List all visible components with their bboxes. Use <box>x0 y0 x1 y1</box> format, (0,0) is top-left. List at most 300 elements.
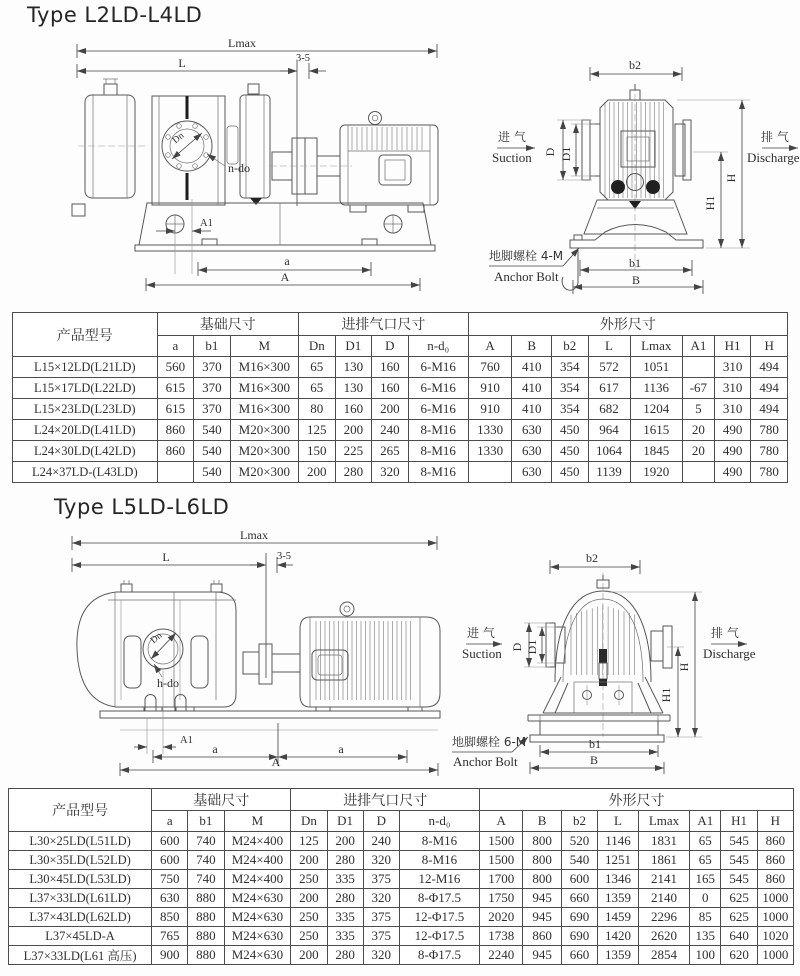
value-cell: 85 <box>690 908 721 927</box>
value-cell: 2020 <box>480 908 523 927</box>
value-cell: 765 <box>152 927 188 946</box>
value-cell: 600 <box>152 851 188 870</box>
dim-label-dn: Dn <box>149 630 165 647</box>
value-cell: M20×300 <box>230 462 298 483</box>
value-cell: 125 <box>299 420 336 441</box>
value-cell: 540 <box>194 441 231 462</box>
model-cell: L37×43LD(L62LD) <box>9 908 152 927</box>
value-cell: 12-Φ17.5 <box>399 927 479 946</box>
dim-label-d: D <box>543 147 557 157</box>
value-cell: M24×630 <box>224 927 291 946</box>
value-cell: 6-M16 <box>408 399 468 420</box>
value-cell: 0 <box>690 889 721 908</box>
value-cell: 335 <box>327 908 363 927</box>
suction-label-en: Suction <box>492 150 532 165</box>
value-cell: 1500 <box>480 832 523 851</box>
value-cell: 200 <box>335 420 372 441</box>
value-cell: 280 <box>327 946 363 965</box>
spec-table <box>8 788 794 965</box>
l5ld-l6ld-side-view-drawing <box>58 528 468 785</box>
dim-label-lmax: Lmax <box>228 36 256 50</box>
column-header: M <box>224 811 291 832</box>
value-cell: 320 <box>363 946 399 965</box>
value-cell: 1615 <box>630 420 682 441</box>
value-cell: 880 <box>188 946 224 965</box>
header-row-groups <box>13 313 788 336</box>
column-header: A1 <box>682 336 714 357</box>
value-cell: 370 <box>194 378 231 399</box>
column-header: B <box>523 811 562 832</box>
value-cell: 310 <box>714 378 751 399</box>
value-cell: 265 <box>372 441 409 462</box>
value-cell: 490 <box>714 462 751 483</box>
motor-outline <box>340 112 438 213</box>
value-cell: 750 <box>152 870 188 889</box>
column-header: A <box>480 811 523 832</box>
column-header: A <box>468 336 512 357</box>
value-cell: 860 <box>757 870 793 889</box>
column-header-model: 产品型号 <box>9 789 152 832</box>
anchor-bolt-label-cn: 地脚螺栓 4-M <box>489 249 564 263</box>
column-header: D1 <box>335 336 372 357</box>
value-cell: 100 <box>690 946 721 965</box>
value-cell: 1831 <box>638 832 689 851</box>
value-cell: 165 <box>690 870 721 889</box>
anchor-bolt-label-en: Anchor Bolt <box>494 269 559 284</box>
value-cell: 370 <box>194 399 231 420</box>
value-cell: 6-M16 <box>408 378 468 399</box>
value-cell: 572 <box>588 357 630 378</box>
dim-label-l: L <box>178 56 186 70</box>
value-cell: 135 <box>690 927 721 946</box>
value-cell: 494 <box>751 378 788 399</box>
dim-label-h: H <box>677 662 691 672</box>
value-cell: 8-Φ17.5 <box>399 946 479 965</box>
value-cell: 545 <box>721 870 757 889</box>
value-cell: 1861 <box>638 851 689 870</box>
blower-machine-outline <box>72 79 352 216</box>
column-header: H1 <box>714 336 751 357</box>
value-cell: 560 <box>157 357 194 378</box>
value-cell <box>157 462 194 483</box>
dim-label-lmax: Lmax <box>240 528 268 542</box>
anchor-bolt-label-en: Anchor Bolt <box>453 754 518 769</box>
value-cell: 240 <box>372 420 409 441</box>
column-header: A1 <box>690 811 721 832</box>
column-header: Dn <box>291 811 327 832</box>
value-cell: 545 <box>721 851 757 870</box>
dimension-lines <box>72 536 437 678</box>
value-cell: 540 <box>194 420 231 441</box>
value-cell: 2240 <box>480 946 523 965</box>
value-cell: 1459 <box>598 908 639 927</box>
model-cell: L37×33LD(L61 高压) <box>9 946 152 965</box>
value-cell: 860 <box>757 832 793 851</box>
value-cell: 1251 <box>598 851 639 870</box>
dim-label-capital-a: A <box>271 755 281 769</box>
value-cell: 615 <box>157 378 194 399</box>
column-group-header: 外形尺寸 <box>468 313 787 336</box>
value-cell: -67 <box>682 378 714 399</box>
value-cell: 1020 <box>757 927 793 946</box>
model-cell: L37×33LD(L61LD) <box>9 889 152 908</box>
value-cell: 2854 <box>638 946 689 965</box>
column-header: H1 <box>721 811 757 832</box>
column-group-header: 基础尺寸 <box>152 789 291 811</box>
dim-label-gap: 3-5 <box>296 53 310 64</box>
value-cell: 660 <box>561 946 597 965</box>
l2ld-l4ld-end-view-drawing <box>445 38 800 308</box>
value-cell: 945 <box>523 908 562 927</box>
value-cell: 630 <box>512 462 552 483</box>
table-row <box>13 462 788 483</box>
dim-label-gap: 3-5 <box>277 551 291 562</box>
value-cell: 740 <box>188 832 224 851</box>
value-cell: 160 <box>372 357 409 378</box>
table-row <box>13 441 788 462</box>
dim-label-h: H <box>724 173 738 183</box>
value-cell: 1359 <box>598 946 639 965</box>
value-cell: M20×300 <box>230 420 298 441</box>
value-cell: M24×630 <box>224 889 291 908</box>
value-cell: 160 <box>335 399 372 420</box>
value-cell: 800 <box>523 832 562 851</box>
table-row <box>13 357 788 378</box>
value-cell <box>468 462 512 483</box>
dim-label-a: a <box>284 254 290 268</box>
dim-label-capital-a: A <box>280 270 290 284</box>
value-cell: 280 <box>327 851 363 870</box>
value-cell: 800 <box>523 851 562 870</box>
value-cell: 200 <box>372 399 409 420</box>
table-row <box>9 870 794 889</box>
value-cell: 880 <box>188 908 224 927</box>
base-rail-outline <box>100 695 440 731</box>
model-cell: L24×37LD-(L43LD) <box>13 462 158 483</box>
value-cell: 1204 <box>630 399 682 420</box>
column-header: D <box>363 811 399 832</box>
value-cell: 690 <box>561 908 597 927</box>
value-cell: 310 <box>714 399 751 420</box>
column-header: b2 <box>552 336 589 357</box>
column-header-model: 产品型号 <box>13 313 158 357</box>
table-row <box>9 927 794 946</box>
value-cell: 2296 <box>638 908 689 927</box>
value-cell: 860 <box>157 420 194 441</box>
value-cell: 520 <box>561 832 597 851</box>
dim-label-capital-b: B <box>631 273 641 287</box>
value-cell: 1330 <box>468 441 512 462</box>
value-cell: 1330 <box>468 420 512 441</box>
value-cell: 410 <box>512 378 552 399</box>
model-cell: L24×20LD(L41LD) <box>13 420 158 441</box>
column-header: M <box>230 336 298 357</box>
value-cell: 450 <box>552 462 589 483</box>
value-cell: 945 <box>523 889 562 908</box>
value-cell: 780 <box>751 462 788 483</box>
value-cell: 1738 <box>480 927 523 946</box>
value-cell: 945 <box>523 946 562 965</box>
table-row <box>9 832 794 851</box>
header-row-groups <box>9 789 794 811</box>
value-cell: 540 <box>194 462 231 483</box>
value-cell: 200 <box>327 832 363 851</box>
model-cell: L15×17LD(L22LD) <box>13 378 158 399</box>
value-cell: 1000 <box>757 908 793 927</box>
value-cell: 160 <box>372 378 409 399</box>
blower-machine-outline <box>77 580 300 711</box>
value-cell: 8-M16 <box>408 420 468 441</box>
dim-label-l: L <box>162 550 170 564</box>
dim-label-d1: D1 <box>559 146 573 162</box>
value-cell: 600 <box>152 832 188 851</box>
value-cell: 1136 <box>630 378 682 399</box>
value-cell: M20×300 <box>230 441 298 462</box>
base-frame-outline <box>135 203 435 251</box>
value-cell: 130 <box>335 357 372 378</box>
value-cell: 490 <box>714 420 751 441</box>
dimension-lines-right <box>489 100 798 294</box>
value-cell: M16×300 <box>230 378 298 399</box>
value-cell: 200 <box>299 462 336 483</box>
page-title-type-l5ld-l6ld: Type L5LD-L6LD <box>54 495 230 519</box>
spec-table-l5ld-l6ld <box>8 788 794 965</box>
value-cell: 625 <box>721 908 757 927</box>
value-cell: 375 <box>363 908 399 927</box>
table-row <box>13 399 788 420</box>
column-header: H <box>751 336 788 357</box>
column-header: n-d₀ <box>408 336 468 357</box>
model-cell: L30×35LD(L52LD) <box>9 851 152 870</box>
value-cell: 280 <box>327 889 363 908</box>
spec-table-l2ld-l4ld <box>12 312 788 483</box>
value-cell: 200 <box>291 851 327 870</box>
dim-label-h1: H1 <box>659 687 673 703</box>
value-cell: 1920 <box>630 462 682 483</box>
value-cell: 65 <box>299 357 336 378</box>
value-cell: 65 <box>299 378 336 399</box>
column-header: B <box>512 336 552 357</box>
value-cell: 335 <box>327 927 363 946</box>
value-cell: M24×630 <box>224 946 291 965</box>
value-cell: 375 <box>363 927 399 946</box>
value-cell: M24×400 <box>224 851 291 870</box>
value-cell: 780 <box>751 420 788 441</box>
value-cell: 12-M16 <box>399 870 479 889</box>
suction-label-en: Suction <box>462 646 502 661</box>
value-cell: 8-Φ17.5 <box>399 889 479 908</box>
column-header: Lmax <box>638 811 689 832</box>
column-header: a <box>157 336 194 357</box>
model-cell: L24×30LD(L42LD) <box>13 441 158 462</box>
value-cell: 250 <box>291 870 327 889</box>
table-row <box>13 420 788 441</box>
value-cell: 450 <box>552 441 589 462</box>
value-cell: 1346 <box>598 870 639 889</box>
dim-label-h1: H1 <box>703 195 717 211</box>
column-header: n-d₀ <box>399 811 479 832</box>
dim-label-b1: b1 <box>629 256 641 270</box>
value-cell: 860 <box>523 927 562 946</box>
column-header: D <box>372 336 409 357</box>
value-cell: 150 <box>299 441 336 462</box>
model-cell: L15×12LD(L21LD) <box>13 357 158 378</box>
column-header: L <box>588 336 630 357</box>
suction-label-cn: 进 气 <box>467 626 495 640</box>
l5ld-l6ld-end-view-drawing <box>440 525 800 785</box>
value-cell: 617 <box>588 378 630 399</box>
value-cell: M16×300 <box>230 399 298 420</box>
value-cell: 320 <box>363 889 399 908</box>
value-cell: 2140 <box>638 889 689 908</box>
value-cell: 880 <box>188 889 224 908</box>
value-cell: 740 <box>188 851 224 870</box>
value-cell: 200 <box>291 946 327 965</box>
value-cell: 900 <box>152 946 188 965</box>
value-cell: 2620 <box>638 927 689 946</box>
dim-label-b2: b2 <box>629 58 641 72</box>
l2ld-l4ld-side-view-drawing <box>52 34 447 307</box>
value-cell: 910 <box>468 378 512 399</box>
spec-table <box>12 312 788 483</box>
blower-end-outline <box>528 573 672 742</box>
dim-label-ndo: h-do <box>157 676 179 690</box>
column-header: a <box>152 811 188 832</box>
value-cell: 370 <box>194 357 231 378</box>
dim-label-ndo: n-do <box>228 161 250 175</box>
value-cell: 320 <box>363 851 399 870</box>
value-cell: 410 <box>512 399 552 420</box>
value-cell: 1359 <box>598 889 639 908</box>
column-header: L <box>598 811 639 832</box>
column-group-header: 外形尺寸 <box>480 789 794 811</box>
column-header: Lmax <box>630 336 682 357</box>
value-cell: 354 <box>552 357 589 378</box>
value-cell: 615 <box>157 399 194 420</box>
value-cell: 640 <box>721 927 757 946</box>
model-cell: L37×45LD-A <box>9 927 152 946</box>
value-cell: 65 <box>690 851 721 870</box>
column-header: Dn <box>299 336 336 357</box>
value-cell: 240 <box>363 832 399 851</box>
value-cell: 625 <box>721 889 757 908</box>
value-cell: 660 <box>561 889 597 908</box>
value-cell: 1750 <box>480 889 523 908</box>
value-cell: 8-M16 <box>399 832 479 851</box>
value-cell: 910 <box>468 399 512 420</box>
table-row <box>9 908 794 927</box>
value-cell <box>682 462 714 483</box>
column-header: b1 <box>188 811 224 832</box>
dim-label-capital-b: B <box>589 753 599 767</box>
value-cell: 225 <box>335 441 372 462</box>
value-cell: M24×400 <box>224 832 291 851</box>
value-cell: 65 <box>690 832 721 851</box>
discharge-label-cn: 排 气 <box>711 626 739 640</box>
column-header: H <box>757 811 793 832</box>
suction-label-cn: 进 气 <box>498 130 526 144</box>
table-row <box>9 946 794 965</box>
dim-label-b2: b2 <box>586 551 598 565</box>
column-header: b2 <box>561 811 597 832</box>
value-cell: 880 <box>188 927 224 946</box>
dim-label-dn: Dn <box>171 130 187 147</box>
value-cell: 1051 <box>630 357 682 378</box>
value-cell <box>682 357 714 378</box>
value-cell: 8-M16 <box>408 462 468 483</box>
value-cell: 280 <box>335 462 372 483</box>
discharge-label-en: Discharge <box>703 646 756 661</box>
discharge-label-en: Discharge <box>747 150 800 165</box>
value-cell: 12-Φ17.5 <box>399 908 479 927</box>
value-cell: 545 <box>721 832 757 851</box>
column-header: b1 <box>194 336 231 357</box>
value-cell: 130 <box>335 378 372 399</box>
value-cell: 600 <box>561 870 597 889</box>
value-cell: 850 <box>152 908 188 927</box>
value-cell: 80 <box>299 399 336 420</box>
value-cell: 250 <box>291 908 327 927</box>
value-cell: 760 <box>468 357 512 378</box>
value-cell: 20 <box>682 420 714 441</box>
model-cell: L30×45LD(L53LD) <box>9 870 152 889</box>
value-cell: 250 <box>291 927 327 946</box>
column-group-header: 进排气口尺寸 <box>291 789 480 811</box>
value-cell: 630 <box>512 441 552 462</box>
value-cell: 494 <box>751 399 788 420</box>
model-cell: L30×25LD(L51LD) <box>9 832 152 851</box>
value-cell: 354 <box>552 399 589 420</box>
value-cell: 630 <box>152 889 188 908</box>
value-cell: 20 <box>682 441 714 462</box>
value-cell: 682 <box>588 399 630 420</box>
value-cell: 1845 <box>630 441 682 462</box>
value-cell: M24×400 <box>224 870 291 889</box>
value-cell: 1000 <box>757 946 793 965</box>
value-cell: 8-M16 <box>399 851 479 870</box>
value-cell: 690 <box>561 927 597 946</box>
value-cell: 1700 <box>480 870 523 889</box>
value-cell: 860 <box>157 441 194 462</box>
page-title-type-l2ld-l4ld: Type L2LD-L4LD <box>27 3 203 27</box>
value-cell: 450 <box>552 420 589 441</box>
value-cell: 860 <box>757 851 793 870</box>
value-cell: 630 <box>512 420 552 441</box>
value-cell: 200 <box>291 889 327 908</box>
discharge-label-cn: 排 气 <box>761 130 789 144</box>
value-cell: 1420 <box>598 927 639 946</box>
value-cell: 310 <box>714 357 751 378</box>
table-row <box>13 378 788 399</box>
value-cell: 780 <box>751 441 788 462</box>
value-cell: 354 <box>552 378 589 399</box>
value-cell: 800 <box>523 870 562 889</box>
value-cell: 1146 <box>598 832 639 851</box>
value-cell: 2141 <box>638 870 689 889</box>
dim-label-a1: A1 <box>200 218 213 229</box>
value-cell: 410 <box>512 357 552 378</box>
table-row <box>9 889 794 908</box>
column-header: D1 <box>327 811 363 832</box>
table-row <box>9 851 794 870</box>
value-cell: 540 <box>561 851 597 870</box>
value-cell: 1139 <box>588 462 630 483</box>
dim-label-d: D <box>510 642 524 652</box>
value-cell: 6-M16 <box>408 357 468 378</box>
value-cell: 964 <box>588 420 630 441</box>
value-cell: 335 <box>327 870 363 889</box>
value-cell: 740 <box>188 870 224 889</box>
